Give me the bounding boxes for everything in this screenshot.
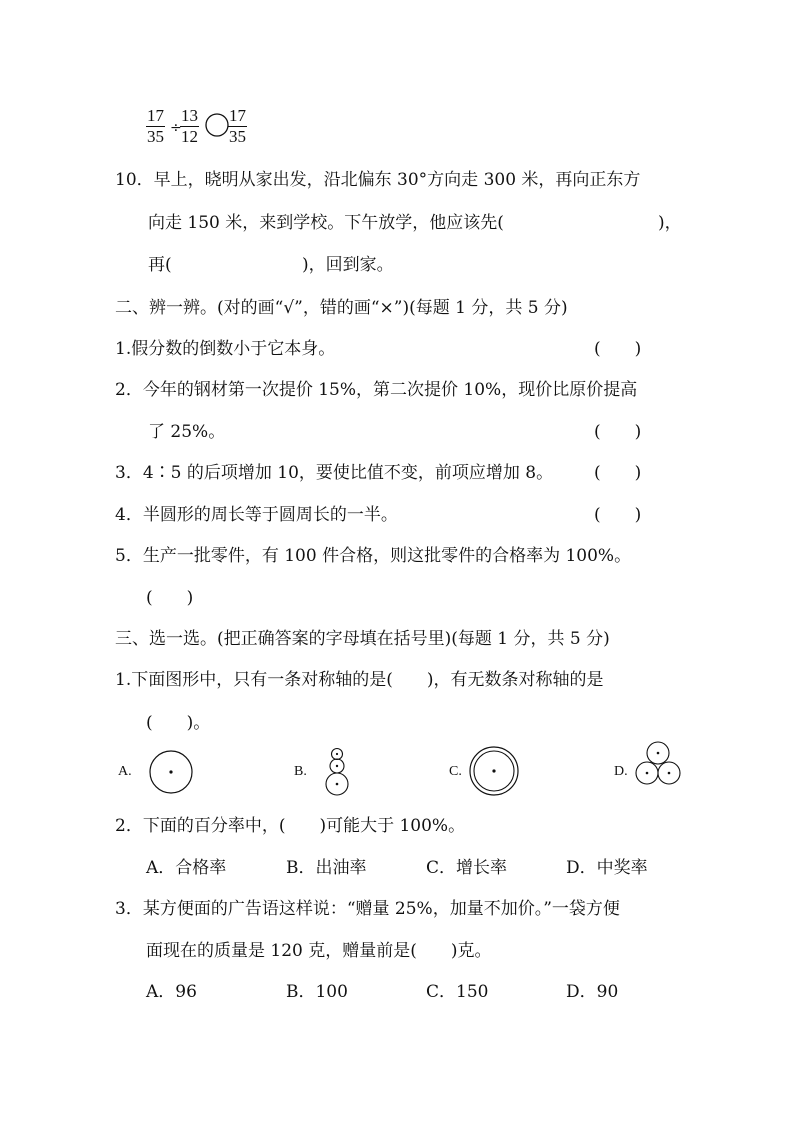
- fraction-left: [146, 106, 165, 147]
- comparison-circle-blank[interactable]: [204, 113, 230, 139]
- fraction-right-numerator: 17: [229, 106, 246, 125]
- section3-q3-option-a[interactable]: A．96: [146, 982, 197, 1002]
- section3-q2-option-c[interactable]: C．增长率: [426, 858, 508, 878]
- section3-q3-option-d[interactable]: D．90: [566, 982, 619, 1002]
- section3-heading: 三、选一选。(把正确答案的字母填在括号里)(每题 1 分，共 5 分): [115, 629, 610, 649]
- section2-item4-text: 4．半圆形的周长等于圆周长的一半。: [115, 505, 398, 525]
- q10-line2-paren-close: )，: [658, 213, 682, 233]
- fraction-right-denominator: 35: [229, 127, 246, 146]
- figure-b-label: B.: [294, 764, 307, 779]
- fraction-right: [228, 106, 247, 147]
- figure-a-label: A.: [118, 764, 132, 779]
- section2-item5-answer-paren[interactable]: ( ): [146, 588, 194, 608]
- fraction-middle-denominator: 12: [181, 127, 198, 146]
- section3-q3-line2: 面现在的质量是 120 克，赠量前是( )克。: [146, 941, 492, 961]
- section3-q3-line1: 3．某方便面的广告语这样说：“赠量 25%，加量不加价。”一袋方便: [115, 899, 620, 919]
- section2-item3-answer-paren[interactable]: ( ): [594, 463, 642, 483]
- q10-line3-text: 再(: [148, 255, 172, 275]
- fraction-middle-numerator: 13: [181, 106, 198, 125]
- figure-b-stacked-circles-icon: [323, 746, 353, 798]
- section2-item4-answer-paren[interactable]: ( ): [594, 505, 642, 525]
- fraction-left-denominator: 35: [147, 127, 164, 146]
- section3-q2-option-b[interactable]: B．出油率: [286, 858, 367, 878]
- section3-q3-option-b[interactable]: B．100: [286, 982, 348, 1002]
- figure-a-circle-icon: [148, 749, 198, 795]
- section2-item1-text: 1.假分数的倒数小于它本身。: [115, 339, 336, 359]
- q10-line2-text: 向走 150 米，来到学校。下午放学，他应该先(: [148, 213, 504, 233]
- section3-q1-line1: 1.下面图形中，只有一条对称轴的是( )，有无数条对称轴的是: [115, 670, 604, 690]
- fraction-middle: [180, 106, 199, 147]
- section2-item5-text: 5．生产一批零件，有 100 件合格，则这批零件的合格率为 100%。: [115, 546, 632, 566]
- figure-d-three-circles-icon: [633, 740, 693, 790]
- section2-item2-text-cont: 了 25%。: [148, 422, 226, 442]
- section3-q2-option-d[interactable]: D．中奖率: [566, 858, 648, 878]
- section2-item3-text: 3．4∶5 的后项增加 10，要使比值不变，前项应增加 8。: [115, 463, 554, 483]
- q10-line1: 10．早上，晓明从家出发，沿北偏东 30°方向走 300 米，再向正东方: [115, 170, 641, 190]
- fraction-left-numerator: 17: [147, 106, 164, 125]
- section3-q2-text: 2．下面的百分率中，( )可能大于 100%。: [115, 816, 466, 836]
- figure-d-label: D.: [614, 764, 628, 779]
- figure-c-label: C.: [449, 764, 462, 779]
- division-operator: ÷: [170, 120, 182, 136]
- figure-c-concentric-circles-icon: [467, 745, 523, 797]
- section2-item2-text: 2．今年的钢材第一次提价 15%，第二次提价 10%，现价比原价提高: [115, 380, 638, 400]
- q10-line3-paren-close: )，回到家。: [302, 255, 394, 275]
- section3-q2-option-a[interactable]: A．合格率: [146, 858, 227, 878]
- section2-item2-answer-paren[interactable]: ( ): [594, 422, 642, 442]
- section2-heading: 二、辨一辨。(对的画“√”，错的画“×”)(每题 1 分，共 5 分): [115, 298, 568, 318]
- section3-q3-option-c[interactable]: C．150: [426, 982, 489, 1002]
- section2-item1-answer-paren[interactable]: ( ): [594, 339, 642, 359]
- section3-q1-line2: ( )。: [146, 713, 211, 733]
